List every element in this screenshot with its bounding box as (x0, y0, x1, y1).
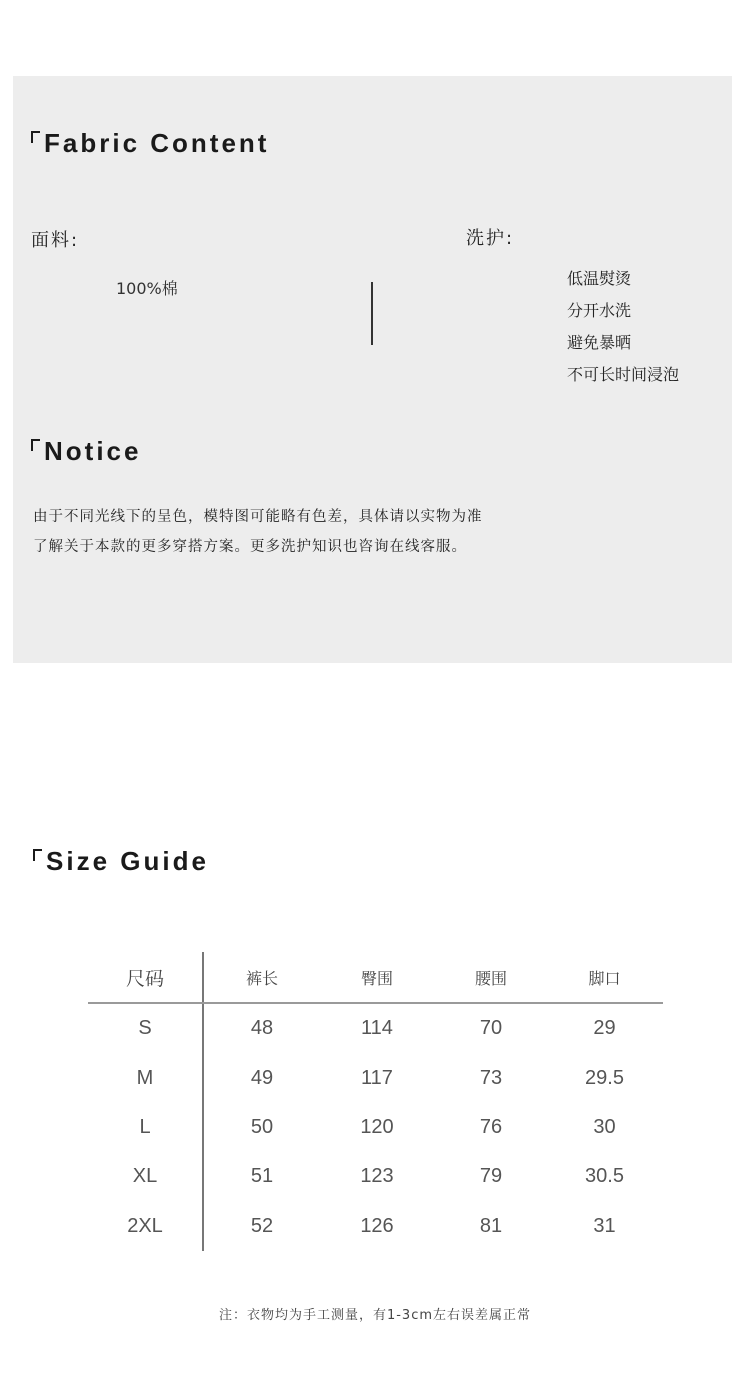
table-cell: M (88, 1053, 204, 1102)
notice-title (31, 436, 141, 467)
fabric-content-title (31, 128, 269, 159)
table-cell: 81 (479, 1214, 503, 1237)
table-cell: S (88, 1004, 204, 1053)
table-row (88, 1152, 663, 1201)
header-cell-waist: 腰围 (474, 968, 507, 988)
corner-bracket-icon (31, 131, 40, 143)
size-guide-title-text: Size Guide (46, 846, 209, 876)
corner-bracket-icon (33, 849, 42, 861)
table-cell: 70 (479, 1017, 503, 1040)
notice-text (33, 502, 553, 562)
table-row (88, 1202, 663, 1251)
table-cell: 48 (250, 1017, 274, 1040)
fabric-label: 面料: (31, 230, 80, 251)
table-cell: 2XL (88, 1202, 204, 1251)
size-table-header (88, 952, 663, 1004)
fabric-content-title-text: Fabric Content (44, 128, 270, 158)
header-cell-hem: 脚口 (588, 968, 621, 988)
header-cell-size: 尺码 (88, 952, 204, 1002)
table-cell: 29 (593, 1017, 616, 1040)
table-cell: 30.5 (585, 1165, 624, 1188)
size-table (88, 952, 663, 1251)
notice-title-text: Notice (44, 436, 142, 466)
table-cell: 29.5 (585, 1066, 624, 1089)
care-item: 避免暴晒 (567, 333, 632, 352)
table-cell: XL (88, 1152, 204, 1201)
table-cell: L (88, 1103, 204, 1152)
corner-bracket-icon (31, 439, 40, 451)
fabric-value: 100%棉 (116, 279, 178, 298)
table-cell: 52 (250, 1214, 274, 1237)
header-cell-hip: 臀围 (360, 968, 393, 988)
table-cell: 50 (250, 1115, 274, 1138)
vertical-divider (371, 282, 373, 345)
table-cell: 49 (250, 1066, 274, 1089)
table-row (88, 1103, 663, 1152)
table-cell: 126 (360, 1214, 394, 1237)
table-cell: 73 (479, 1066, 503, 1089)
notice-line: 了解关于本款的更多穿搭方案。更多洗护知识也咨询在线客服。 (33, 539, 467, 555)
size-footnote: 注：衣物均为手工测量，有1-3cm左右误差属正常 (218, 1308, 532, 1323)
table-row (88, 1053, 663, 1102)
header-cell-length: 裤长 (245, 968, 278, 988)
notice-line: 由于不同光线下的呈色，模特图可能略有色差，具体请以实物为准 (33, 509, 483, 525)
table-row (88, 1004, 663, 1053)
table-cell: 120 (360, 1115, 394, 1138)
table-cell: 79 (479, 1165, 503, 1188)
size-guide-title (33, 846, 209, 877)
care-list (567, 266, 679, 394)
table-cell: 76 (479, 1115, 503, 1138)
care-item: 分开水洗 (567, 301, 632, 320)
care-item: 不可长时间浸泡 (567, 365, 680, 384)
table-cell: 114 (361, 1017, 393, 1040)
table-cell: 30 (593, 1115, 616, 1138)
table-cell: 51 (250, 1165, 274, 1188)
table-cell: 117 (361, 1066, 393, 1089)
table-cell: 31 (593, 1214, 616, 1237)
care-item: 低温熨烫 (567, 269, 632, 288)
care-label: 洗护: (466, 228, 515, 249)
table-cell: 123 (360, 1165, 394, 1188)
